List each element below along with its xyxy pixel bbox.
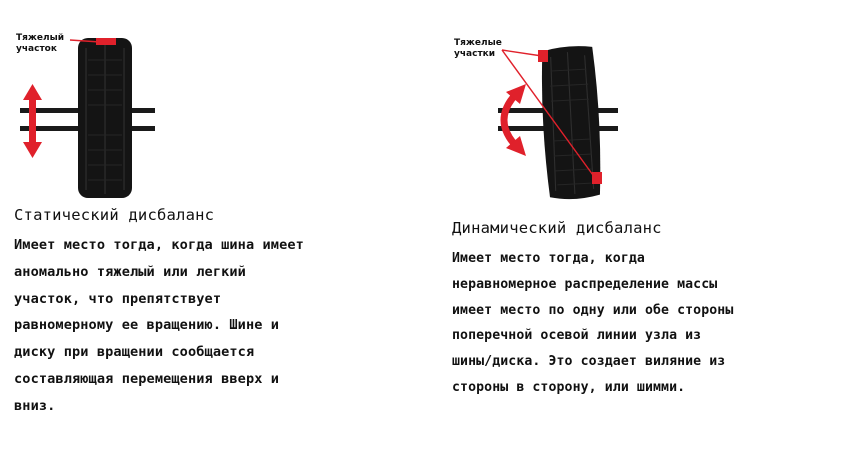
callout-leader [502, 50, 542, 56]
description-line: Имеет место тогда, когда [452, 251, 645, 266]
dynamic-imbalance-title: Динамический дисбаланс [452, 219, 662, 237]
static-imbalance-description [14, 232, 304, 420]
description-line: составляющая перемещения вверх и [14, 370, 280, 387]
description-line: Имеет место тогда, когда шина имеет [14, 237, 304, 253]
description-line: вниз. [14, 397, 56, 414]
callout-line: участки [454, 49, 496, 59]
description-line: аномально тяжелый или легкий [14, 263, 246, 280]
description-line: имеет место по одну или обе стороны [452, 302, 734, 318]
description-line: неравномерное распределение массы [452, 276, 718, 292]
up-down-arrow-icon [23, 84, 42, 158]
description-line: равномерному ее вращению. Шине и [14, 317, 280, 334]
description-line: стороны в сторону, или шимми. [452, 379, 686, 395]
description-line: участок, что препятствует [14, 290, 222, 307]
description-line: поперечной осевой линии узла из [452, 328, 702, 344]
dynamic-imbalance-description [452, 246, 733, 401]
dynamic-imbalance-illustration [420, 0, 650, 212]
description-line: шины/диска. Это создает виляние из [452, 354, 726, 370]
callout-line: Тяжелый [16, 33, 65, 43]
static-imbalance-illustration [0, 0, 200, 205]
static-imbalance-title: Статический дисбаланс [14, 206, 215, 224]
dynamic-imbalance-panel [420, 0, 847, 464]
description-line: диску при вращении сообщается [14, 344, 255, 361]
callout-line: Тяжелые [454, 38, 502, 48]
callout-line: участок [16, 44, 57, 54]
heavy-spot-bottom [592, 172, 602, 184]
rotation-arrow-icon [504, 84, 526, 156]
static-imbalance-panel [0, 0, 420, 464]
